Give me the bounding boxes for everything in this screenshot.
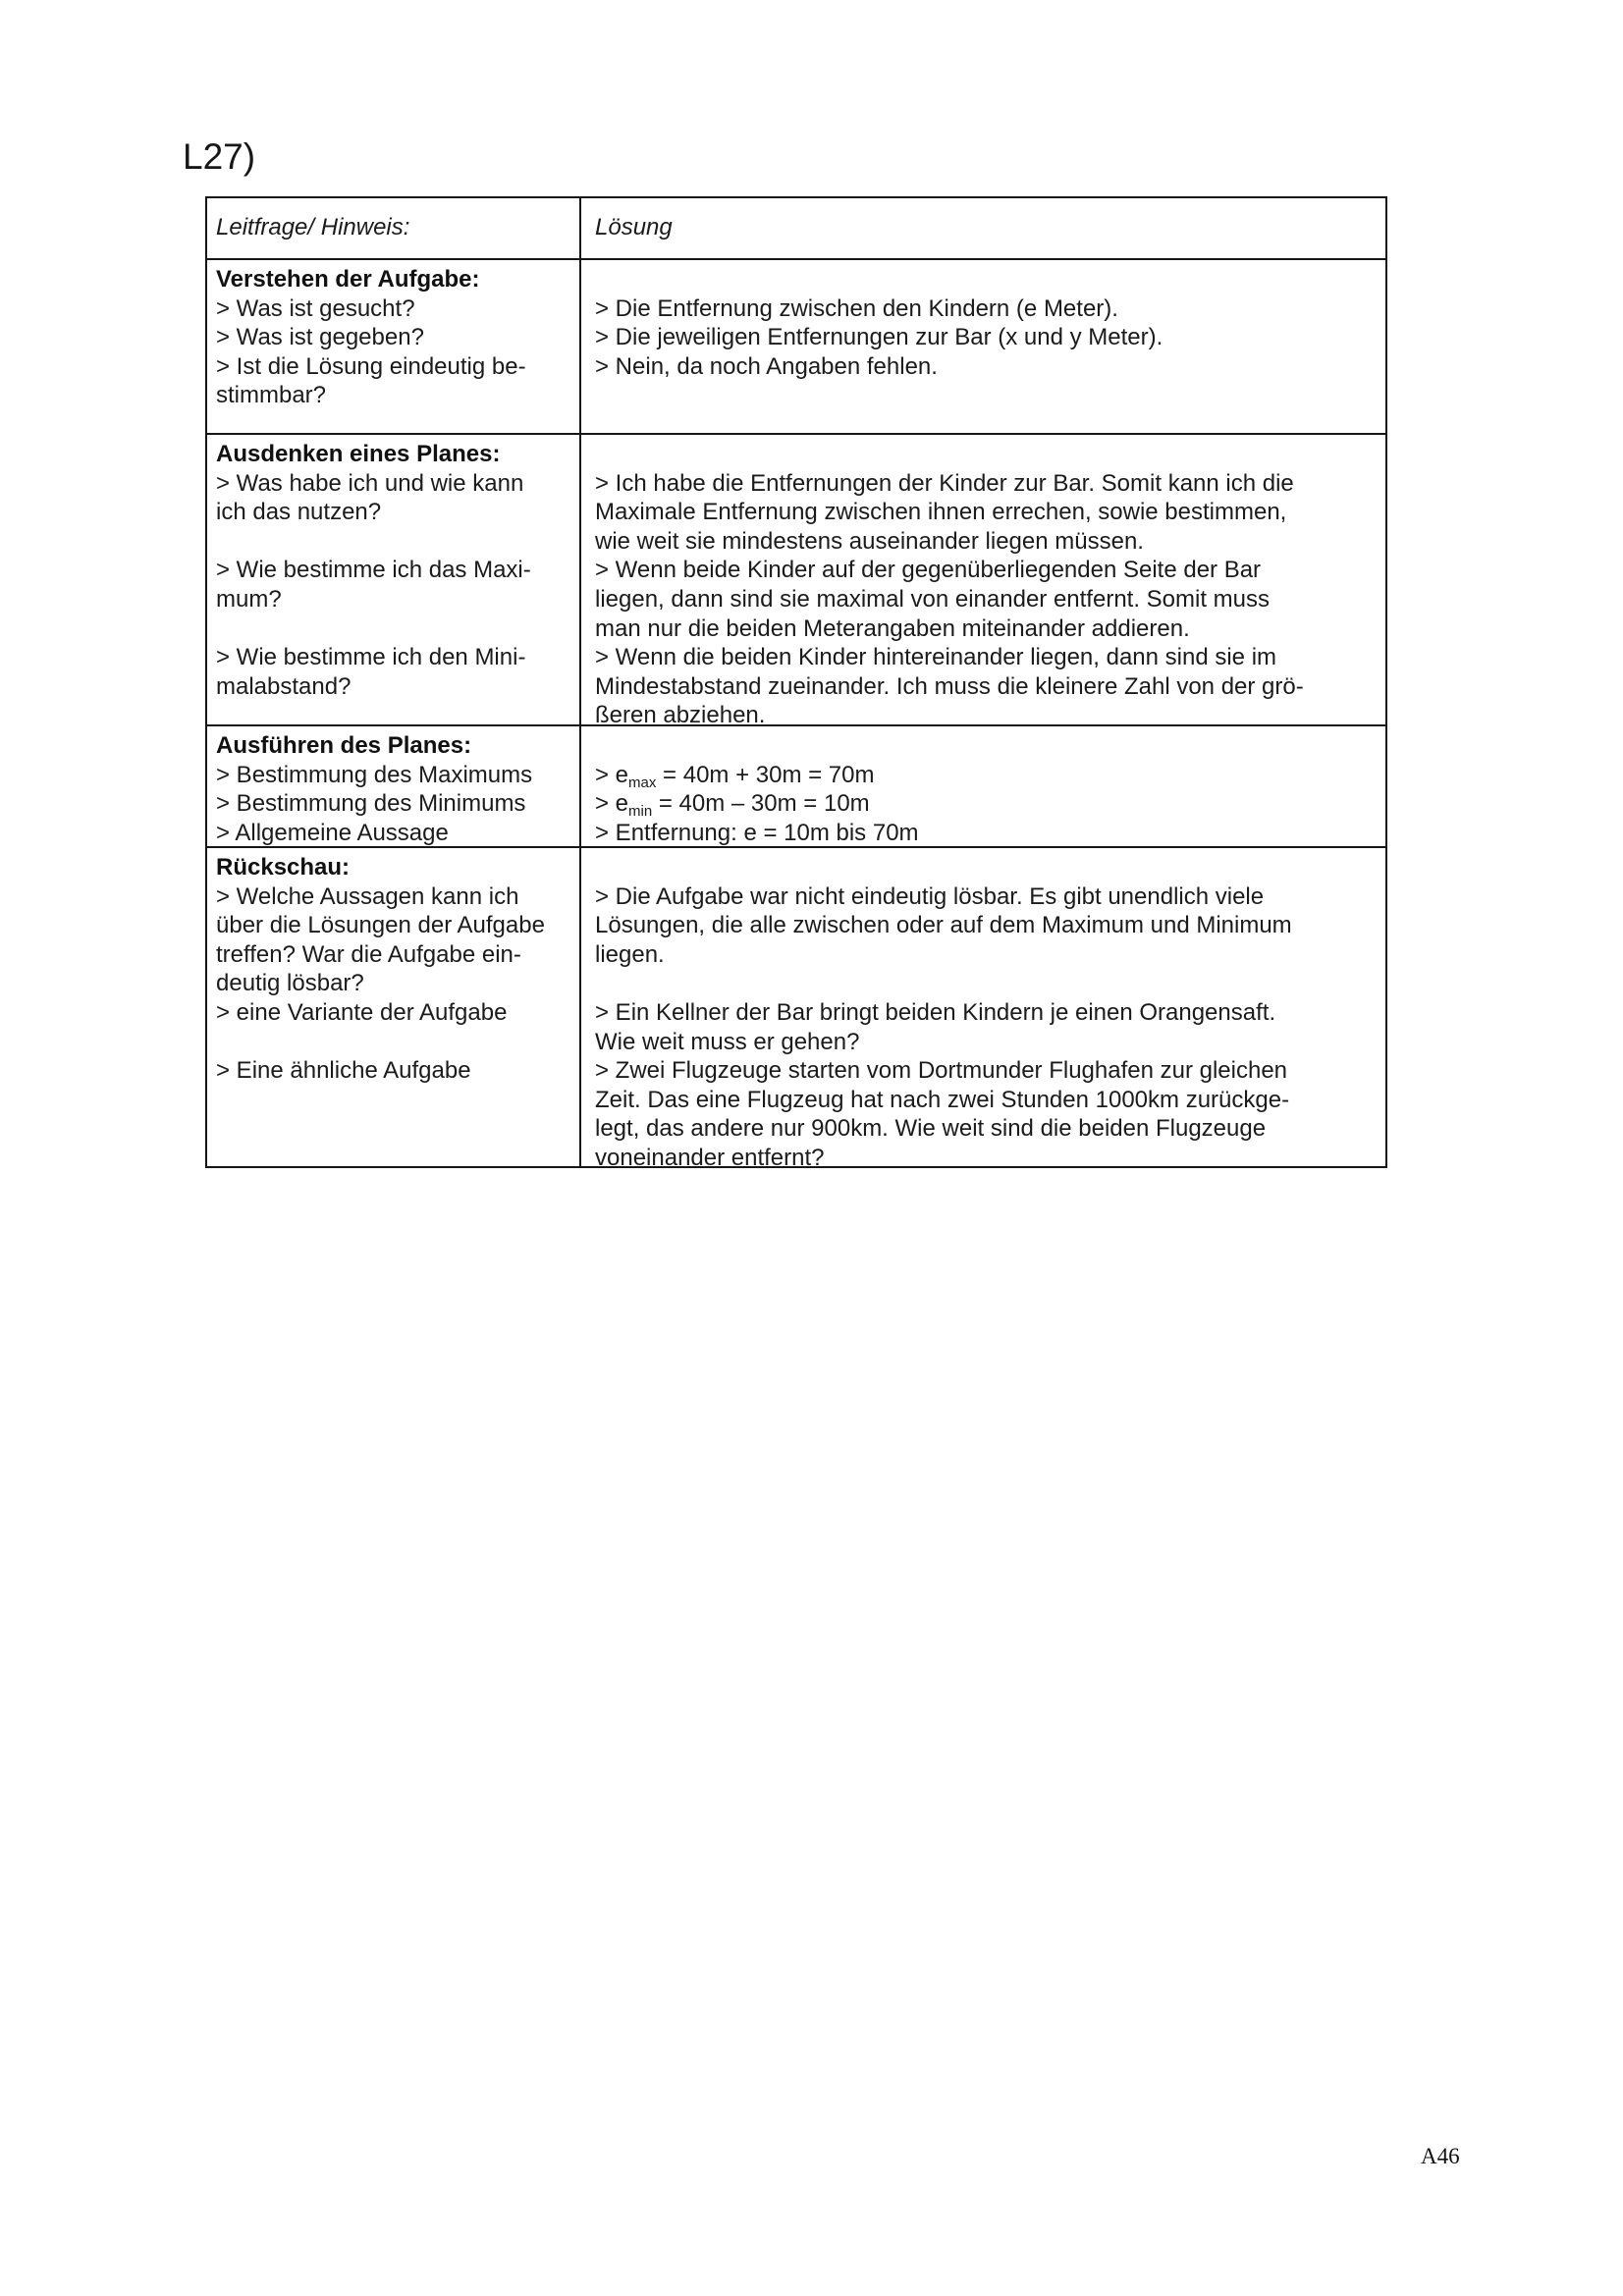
text-line: > Was ist gesucht? <box>216 294 415 322</box>
text-line: > Allgemeine Aussage <box>216 819 449 846</box>
text-line: ßeren abziehen. <box>595 702 766 724</box>
text-line: Mindestabstand zueinander. Ich muss die kleinere Zahl von der grö- <box>595 672 1304 700</box>
blank-line <box>216 527 573 557</box>
solution-table <box>205 196 1387 1168</box>
text-line: > Ist die Lösung eindeutig be- <box>216 352 526 380</box>
text-line: mum? <box>216 585 282 613</box>
blank-line <box>216 1028 573 1057</box>
text-line: > Wie bestimme ich das Maxi- <box>216 557 531 584</box>
text-line: > Ein Kellner der Bar bringt beiden Kindern je einen Orangensaft. <box>595 998 1276 1026</box>
blank-line <box>595 853 1378 882</box>
text-line: über die Lösungen der Aufgabe <box>216 912 545 939</box>
text-line: > Eine ähnliche Aufgabe <box>216 1057 471 1085</box>
text-line: ich das nutzen? <box>216 499 382 526</box>
text-line: > Ich habe die Entfernungen der Kinder zur Bar. Somit kann ich die <box>595 469 1294 497</box>
row-heading: Rückschau: <box>216 854 351 881</box>
formula-prefix: > e <box>595 761 629 788</box>
text-line: man nur die beiden Meterangaben miteinander addieren. <box>595 614 1190 642</box>
text-line: > Nein, da noch Angaben fehlen. <box>595 352 938 380</box>
blank-line <box>595 440 1378 469</box>
cell-verstehen-loesung <box>581 260 1385 433</box>
formula-emax <box>595 761 1378 790</box>
text-line: wie weit sie mindestens auseinander liegen müssen. <box>595 527 1144 555</box>
cell-verstehen-leitfrage <box>207 260 581 433</box>
text-line: > Wenn beide Kinder auf der gegenüberliegenden Seite der Bar <box>595 557 1262 584</box>
formula-subscript: max <box>628 774 657 791</box>
table-row-rueckschau <box>207 848 1385 1166</box>
formula-emin <box>595 789 1378 819</box>
cell-rueckschau-leitfrage <box>207 848 581 1166</box>
text-line: > Die Entfernung zwischen den Kindern (e Meter). <box>595 294 1118 322</box>
text-line: voneinander entfernt? <box>595 1144 825 1166</box>
text-line: Maximale Entfernung zwischen ihnen errechen, sowie bestimmen, <box>595 499 1287 526</box>
text-line: > Entfernung: e = 10m bis 70m <box>595 819 919 846</box>
text-line: malabstand? <box>216 672 352 700</box>
formula-rest: = 40m – 30m = 10m <box>652 790 870 818</box>
formula-rest: = 40m + 30m = 70m <box>656 761 875 788</box>
column-header-loesung: Lösung <box>595 214 673 240</box>
page-title: L27) <box>183 136 256 177</box>
text-line: deutig lösbar? <box>216 970 364 997</box>
text-line: > Wenn die beiden Kinder hintereinander liegen, dann sind sie im <box>595 644 1277 671</box>
cell-ausfuehren-leitfrage <box>207 726 581 846</box>
text-line: liegen, dann sind sie maximal von einander entfernt. Somit muss <box>595 585 1271 613</box>
text-line: Wie weit muss er gehen? <box>595 1028 860 1055</box>
row-heading: Ausführen des Planes: <box>216 732 472 759</box>
text-line: treffen? War die Aufgabe ein- <box>216 940 521 968</box>
text-line: liegen. <box>595 940 665 968</box>
text-line: > Zwei Flugzeuge starten vom Dortmunder Flughafen zur gleichen <box>595 1057 1288 1085</box>
text-line: > eine Variante der Aufgabe <box>216 998 508 1026</box>
text-line: > Die jeweiligen Entfernungen zur Bar (x und y Meter). <box>595 324 1163 351</box>
text-line: > Welche Aussagen kann ich <box>216 882 519 910</box>
table-row-ausfuehren <box>207 726 1385 848</box>
cell-ausdenken-loesung <box>581 435 1385 724</box>
formula-subscript: min <box>628 803 653 821</box>
row-heading: Verstehen der Aufgabe: <box>216 266 480 293</box>
page-number: A46 <box>1421 2144 1460 2168</box>
column-header-leitfrage: Leitfrage/ Hinweis: <box>207 198 581 258</box>
text-line: stimmbar? <box>216 382 327 409</box>
cell-rueckschau-loesung <box>581 848 1385 1166</box>
text-line: Zeit. Das eine Flugzeug hat nach zwei Stunden 1000km zurückge- <box>595 1086 1290 1113</box>
text-line: > Die Aufgabe war nicht eindeutig lösbar. Es gibt unendlich viele <box>595 882 1265 910</box>
table-row-ausdenken <box>207 435 1385 726</box>
blank-line <box>216 614 573 644</box>
text-line: legt, das andere nur 900km. Wie weit sind die beiden Flugzeuge <box>595 1115 1267 1143</box>
blank-line <box>595 731 1378 761</box>
table-row-verstehen <box>207 260 1385 435</box>
text-line: > Wie bestimme ich den Mini- <box>216 644 526 671</box>
formula-prefix: > e <box>595 790 629 818</box>
text-line: Lösungen, die alle zwischen oder auf dem Maximum und Minimum <box>595 912 1292 939</box>
text-line: > Bestimmung des Maximums <box>216 761 533 788</box>
text-line: > Bestimmung des Minimums <box>216 790 526 818</box>
blank-line <box>595 265 1378 294</box>
cell-ausdenken-leitfrage <box>207 435 581 724</box>
text-line: > Was ist gegeben? <box>216 324 424 351</box>
cell-ausfuehren-loesung <box>581 726 1385 846</box>
row-heading: Ausdenken eines Planes: <box>216 441 501 467</box>
blank-line <box>595 969 1378 998</box>
text-line: > Was habe ich und wie kann <box>216 469 524 497</box>
table-header-row <box>207 198 1385 260</box>
